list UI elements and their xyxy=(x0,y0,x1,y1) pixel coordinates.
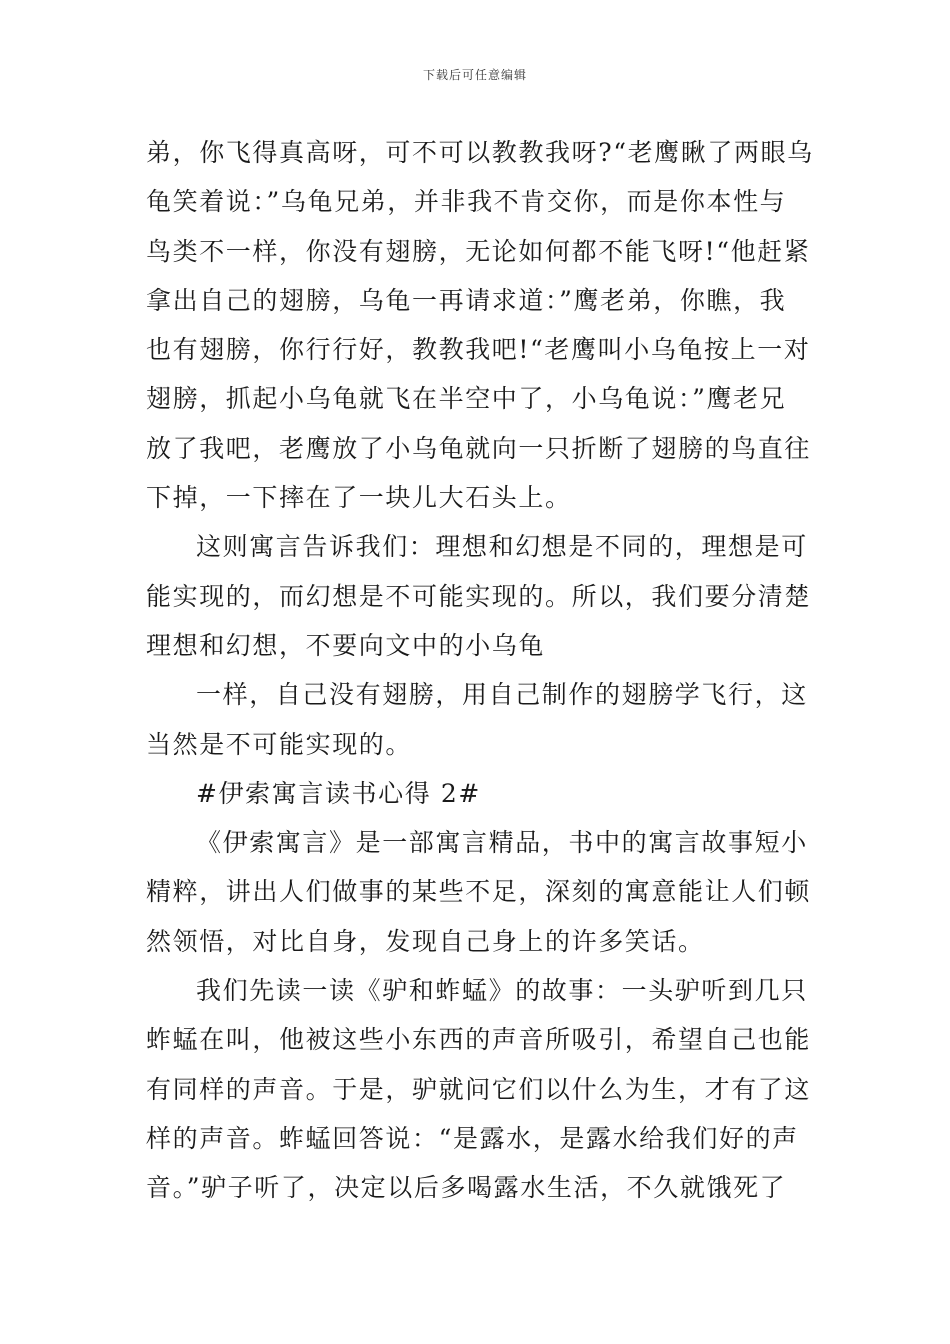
text-line-10: 能实现的，而幻想是不可能实现的。所以，我们要分清楚 xyxy=(146,581,812,611)
text-line-21: 样的声音。蚱蜢回答说：“是露水，是露水给我们好的声 xyxy=(146,1123,799,1153)
text-line-7: 放了我吧，老鹰放了小乌龟就向一只折断了翅膀的鸟直往 xyxy=(146,433,812,463)
text-line-20: 有同样的声音。于是，驴就问它们以什么为生，才有了这 xyxy=(146,1074,812,1104)
text-line-5: 也有翅膀，你行行好，教教我吧!“老鹰叫小乌龟按上一对 xyxy=(146,335,811,365)
text-line-8: 下掉，一下摔在了一块儿大石头上。 xyxy=(146,483,572,513)
text-line-6: 翅膀，抓起小乌龟就飞在半空中了，小乌龟说：”鹰老兄 xyxy=(146,384,787,414)
text-line-18: 我们先读一读《驴和蚱蜢》的故事：一头驴听到几只 xyxy=(196,976,808,1006)
text-line-22: 音。”驴子听了，决定以后多喝露水生活，不久就饿死了 xyxy=(146,1173,787,1203)
page-header: 下载后可任意编辑 xyxy=(422,68,527,82)
text-line-9: 这则寓言告诉我们：理想和幻想是不同的，理想是可 xyxy=(196,532,808,562)
text-line-15: 《伊索寓言》是一部寓言精品，书中的寓言故事短小 xyxy=(196,828,808,858)
document-body xyxy=(146,128,814,1213)
text-line-2: 龟笑着说：”乌龟兄弟，并非我不肯交你，而是你本性与 xyxy=(146,187,787,217)
text-line-4: 拿出自己的翅膀，乌龟一再请求道：”鹰老弟，你瞧，我 xyxy=(146,285,787,315)
text-line-3: 鸟类不一样，你没有翅膀，无论如何都不能飞呀!“他赶紧 xyxy=(146,236,811,266)
text-line-13: 当然是不可能实现的。 xyxy=(146,729,413,759)
text-line-11: 理想和幻想，不要向文中的小乌龟 xyxy=(146,630,546,660)
text-line-12: 一样，自己没有翅膀，用自己制作的翅膀学飞行，这 xyxy=(196,680,808,710)
section-heading: #伊索寓言读书心得 2# xyxy=(196,778,481,808)
text-line-17: 然领悟，对比自身，发现自己身上的许多笑话。 xyxy=(146,926,705,956)
text-line-19: 蚱蜢在叫，他被这些小东西的声音所吸引，希望自己也能 xyxy=(146,1025,812,1055)
text-line-1: 弟，你飞得真高呀，可不可以教教我呀?“老鹰瞅了两眼乌 xyxy=(146,138,814,167)
text-line-16: 精粹，讲出人们做事的某些不足，深刻的寓意能让人们顿 xyxy=(146,877,812,907)
